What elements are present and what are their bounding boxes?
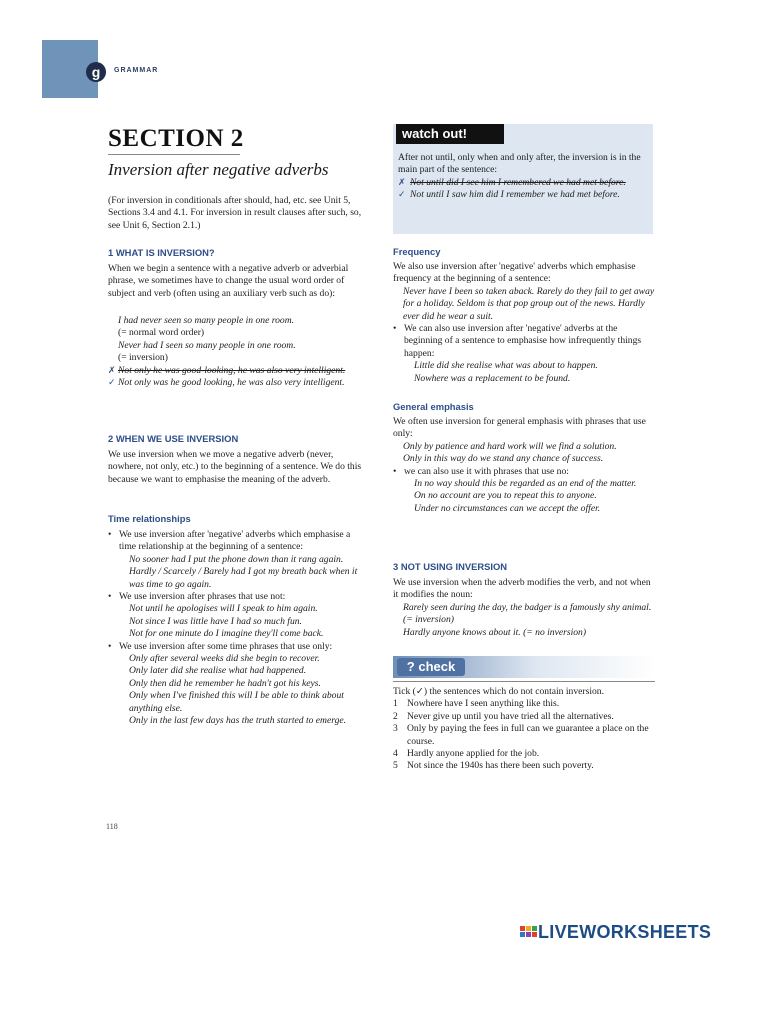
- check-item: [393, 711, 655, 723]
- watch-out-right: ✓ Not until I saw him did I remember we had met before.: [398, 189, 620, 201]
- check-item-text: Not since the 1940s has there been such poverty.: [407, 760, 594, 772]
- right-example: ✓ Not only was he good looking, he was also very intelligent.: [108, 377, 345, 389]
- liveworksheets-brand: LIVEWORKSHEETS: [538, 922, 712, 942]
- cross-icon: ✗: [398, 177, 406, 188]
- tick-icon: ✓: [398, 190, 406, 201]
- check-item: [393, 748, 655, 760]
- heading-not-using-inversion: 3 NOT USING INVERSION: [393, 561, 508, 572]
- what-is-examples: [108, 315, 368, 389]
- check-item: [393, 760, 655, 772]
- check-item-number: 3: [393, 723, 398, 735]
- time-relationships-list: [108, 529, 368, 728]
- check-item-number: 5: [393, 760, 398, 772]
- general-emphasis-content: We often use inversion for general emphasis with phrases that use only: Only by patience and hard work will we find a solution. Only in this way do we stand any chance of success. • we can also use it with phrases that use no: In no way should this be regarded as an end of the matter. On no account are you to repeat this to anyone. Under no circumstances can we accept the offer.: [393, 416, 655, 515]
- list-item: • We use inversion after 'negative' adverbs which emphasise a time relationship at the beginning of a sentence: No sooner had I put the phone down than it rang again. Hardly / Scarcely / Barely had I got my breath back when it was time to go again.: [108, 529, 368, 591]
- check-item-number: 4: [393, 748, 398, 760]
- note-normal: (= normal word order): [118, 327, 205, 339]
- watch-out-banner: watch out!: [396, 124, 504, 144]
- check-instruction: Tick (✓) the sentences which do not contain inversion.: [393, 686, 604, 697]
- check-content: [393, 686, 655, 773]
- list-item: • we can also use it with phrases that use no: In no way should this be regarded as an end of the matter. On no account are you to repeat this to anyone. Under no circumstances can we accept the offer.: [393, 466, 655, 516]
- tick-icon: ✓: [108, 378, 116, 389]
- check-item-number: 2: [393, 710, 398, 722]
- check-item: [393, 698, 655, 710]
- frequency-content: We also use inversion after 'negative' adverbs which emphasise frequency at the beginning of a sentence: Never have I been so taken aback. Rarely do they fail to get away for a holiday. Seldom is that pop group out of the news. Hardly ever did he wear a suit. • We can also use inversion after 'negative' adverbs at the beginning of a sentence to emphasise how infrequently things happen: Little did she realise what was about to happen. Nowhere was a replacement to be found.: [393, 261, 655, 385]
- what-is-text: When we begin a sentence with a negative adverb or adverbial phrase, we sometimes have to change the usual word order of subject and verb (often using an auxiliary verb such as do):: [108, 263, 349, 299]
- check-item-text: Nowhere have I seen anything like this.: [407, 698, 560, 710]
- heading-when-we-use: 2 WHEN WE USE INVERSION: [108, 433, 239, 444]
- chapter-label: GRAMMAR: [114, 67, 159, 74]
- page-number: 118: [106, 822, 118, 831]
- heading-what-is-inversion: 1 WHAT IS INVERSION?: [108, 247, 215, 258]
- note-inversion: (= inversion): [118, 352, 168, 364]
- title-divider: [108, 154, 240, 155]
- example-inversion: Never had I seen so many people in one room.: [118, 339, 296, 351]
- cross-icon: ✗: [108, 365, 116, 376]
- check-item-text: Hardly anyone applied for the job.: [407, 748, 540, 760]
- list-item: • We use inversion after some time phrases that use only: Only after several weeks did she begin to recover. Only later did she realise what had happened. Only then did he remember he hadn't got his keys. Only when I've finished this will I be able to think about anything else. Only in the last few days has the truth started to emerge.: [108, 641, 368, 728]
- wrong-example: ✗ Not only he was good-looking, he was also very intelligent.: [108, 364, 346, 376]
- watch-out-content: [398, 152, 646, 202]
- heading-frequency: Frequency: [393, 246, 441, 257]
- when-use-text: We use inversion when we move a negative adverb (never, nowhere, not only, etc.) to the beginning of a sentence. We do this because we want to emphasise the meaning of the adverb.: [108, 449, 362, 485]
- heading-general-emphasis: General emphasis: [393, 401, 474, 412]
- example-normal: I had never seen so many people in one room.: [118, 315, 295, 326]
- check-item-text: Never give up until you have tried all the alternatives.: [407, 710, 614, 722]
- not-using-content: We use inversion when the adverb modifies the verb, and not when it modifies the noun: Rarely seen during the day, the badger is a famously shy animal. (= inversion) Hardly anyone knows about it. (= no inversion): [393, 577, 652, 638]
- watch-out-text: After not until, only when and only after, the inversion is in the main part of the sentence:: [398, 152, 641, 176]
- check-divider: [393, 681, 655, 682]
- section-subtitle: Inversion after negative adverbs: [108, 160, 329, 179]
- check-item-number: 1: [393, 698, 398, 710]
- intro-text: (For inversion in conditionals after should, had, etc. see Unit 5, Sections 3.4 and 4.1. For inversion in result clauses after such, so, see Unit 6, Section 2.1.): [108, 195, 362, 231]
- check-item: [393, 723, 655, 748]
- list-item: • We can also use inversion after 'negative' adverbs at the beginning of a sentence to emphasise how infrequently things happen: Little did she realise what was about to happen. Nowhere was a replacement to be found.: [393, 323, 655, 385]
- section-title: SECTION 2: [108, 125, 244, 152]
- check-label: ? check: [397, 658, 465, 676]
- check-item-text: Only by paying the fees in full can we guarantee a place on the course.: [407, 723, 649, 747]
- watch-out-wrong: ✗ Not until did I see him I remembered we had met before.: [398, 176, 626, 188]
- check-list: [393, 698, 655, 772]
- heading-time-relationships: Time relationships: [108, 513, 191, 524]
- list-item: • We use inversion after phrases that use not: Not until he apologises will I speak to him again. Not since I was little have I had so much fun. Not for one minute do I imagine they'll come back.: [108, 591, 368, 641]
- chapter-letter-badge: g: [86, 62, 106, 82]
